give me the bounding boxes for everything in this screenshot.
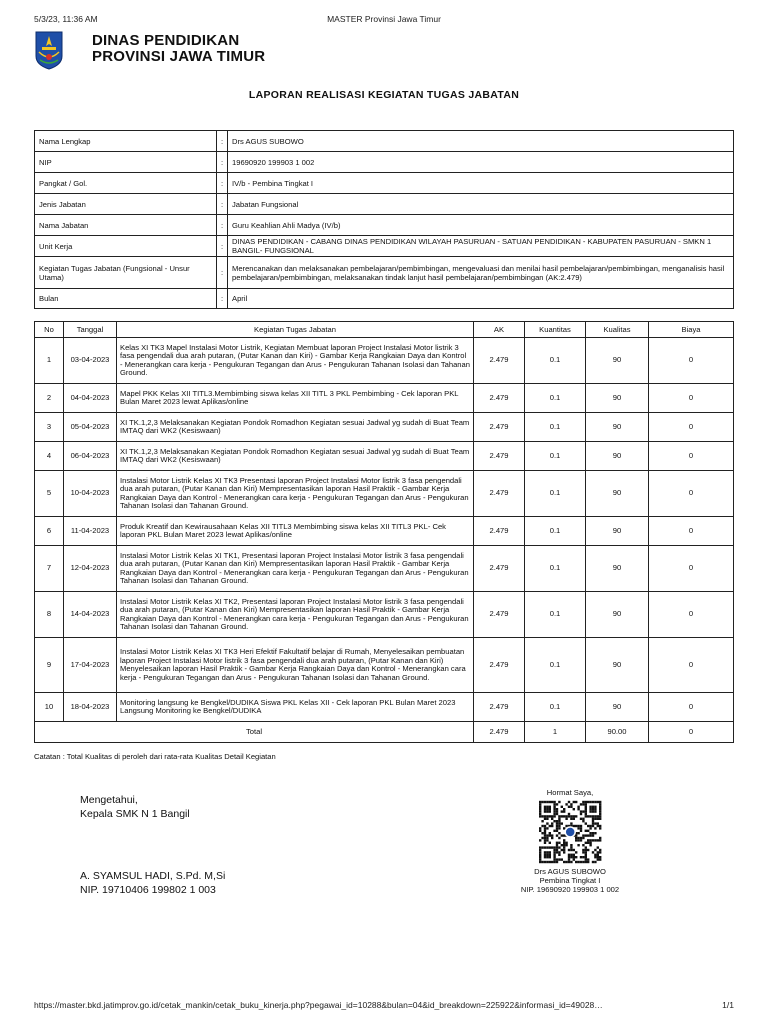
row-date: 05-04-2023 — [64, 413, 117, 442]
row-biaya: 0 — [649, 338, 734, 384]
table-row — [35, 517, 734, 546]
table-row — [35, 471, 734, 517]
row-no: 6 — [35, 517, 64, 546]
row-kuantitas: 0.1 — [525, 442, 586, 471]
row-kualitas: 90 — [586, 638, 649, 693]
info-colon: : — [217, 131, 228, 152]
row-date: 11-04-2023 — [64, 517, 117, 546]
row-date: 14-04-2023 — [64, 592, 117, 638]
row-biaya: 0 — [649, 517, 734, 546]
row-kuantitas: 0.1 — [525, 546, 586, 592]
table-row — [35, 546, 734, 592]
employee-name: Drs AGUS SUBOWO — [534, 867, 606, 876]
row-activity: XI TK.1,2,3 Melaksanakan Kegiatan Pondok Romadhon Kegiatan sesuai Jadwal yg sudah di Buat Team IMTAQ dari WK2 (Kesiswaan) — [117, 413, 474, 442]
row-kualitas: 90 — [586, 384, 649, 413]
print-page-title: MASTER Provinsi Jawa Timur — [327, 14, 441, 24]
headmaster-nip: NIP. 19710406 199802 1 003 — [80, 884, 216, 896]
info-value: Guru Keahlian Ahli Madya (IV/b) — [228, 215, 734, 236]
row-date: 12-04-2023 — [64, 546, 117, 592]
info-colon: : — [217, 152, 228, 173]
employee-info-table — [34, 130, 734, 309]
row-ak: 2.479 — [474, 592, 525, 638]
row-no: 5 — [35, 471, 64, 517]
row-biaya: 0 — [649, 693, 734, 722]
col-header-no: No — [35, 322, 64, 338]
row-biaya: 0 — [649, 592, 734, 638]
info-colon: : — [217, 257, 228, 289]
row-kuantitas: 0.1 — [525, 592, 586, 638]
row-ak: 2.479 — [474, 517, 525, 546]
row-ak: 2.479 — [474, 338, 525, 384]
row-kualitas: 90 — [586, 442, 649, 471]
total-kuantitas: 1 — [525, 722, 586, 743]
info-colon: : — [217, 289, 228, 309]
info-value: Jabatan Fungsional — [228, 194, 734, 215]
row-activity: Kelas XI TK3 Mapel Instalasi Motor Listrik, Kegiatan Membuat laporan Project Instalasi Motor listrik 3 fasa pengendali dua arah putaran, (Putar Kanan dan Kiri) - Gambar Kerja Rangkaian Daya dan Kontrol - Menerangkan cara kerja - Pengukuran Tegangan dan Arus - Pengukuran Tahanan Isolasi dan Tahanan Ground. — [117, 338, 474, 384]
row-biaya: 0 — [649, 546, 734, 592]
info-value: Merencanakan dan melaksanakan pembelajaran/pembimbingan, mengevaluasi dan menilai hasil pembelajaran/pembimbingan, menganalisis hasil pembelajaran/pembimbingan, melaksanakan tindak lanjut hasil pembelajaran/pembimbingan (AK:2.479) — [228, 257, 734, 289]
qr-code-icon — [531, 799, 609, 865]
row-biaya: 0 — [649, 471, 734, 517]
row-no: 8 — [35, 592, 64, 638]
table-row — [35, 693, 734, 722]
row-kualitas: 90 — [586, 592, 649, 638]
info-colon: : — [217, 194, 228, 215]
row-biaya: 0 — [649, 413, 734, 442]
total-ak: 2.479 — [474, 722, 525, 743]
table-row — [35, 638, 734, 693]
row-kuantitas: 0.1 — [525, 384, 586, 413]
row-no: 4 — [35, 442, 64, 471]
info-row — [35, 194, 734, 215]
row-biaya: 0 — [649, 638, 734, 693]
info-label: Unit Kerja — [35, 236, 217, 257]
east-java-emblem-icon — [34, 30, 64, 70]
info-row — [35, 215, 734, 236]
col-header-kualitas: Kualitas — [586, 322, 649, 338]
agency-line-2: PROVINSI JAWA TIMUR — [92, 48, 266, 65]
row-activity: Produk Kreatif dan Kewirausahaan Kelas XII TITL3 Membimbing siswa kelas XII TITL3 PKL- Cek laporan PKL Bulan Maret 2023 lewat Aplikas/online — [117, 517, 474, 546]
row-no: 7 — [35, 546, 64, 592]
row-kuantitas: 0.1 — [525, 413, 586, 442]
info-value: April — [228, 289, 734, 309]
row-activity: Mapel PKK Kelas XII TITL3.Membimbing siswa kelas XII TITL 3 PKL Pembimbing - Cek laporan PKL Bulan Maret 2023 lewat Aplikas/online — [117, 384, 474, 413]
info-row — [35, 289, 734, 309]
row-kualitas: 90 — [586, 338, 649, 384]
table-row — [35, 384, 734, 413]
row-ak: 2.479 — [474, 384, 525, 413]
row-date: 04-04-2023 — [64, 384, 117, 413]
row-kuantitas: 0.1 — [525, 338, 586, 384]
row-ak: 2.479 — [474, 471, 525, 517]
row-date: 18-04-2023 — [64, 693, 117, 722]
info-value: 19690920 199903 1 002 — [228, 152, 734, 173]
agency-line-1: DINAS PENDIDIKAN — [92, 32, 240, 49]
headmaster-signature-block — [80, 793, 226, 896]
info-row — [35, 236, 734, 257]
report-title: LAPORAN REALISASI KEGIATAN TUGAS JABATAN — [248, 89, 520, 101]
row-no: 2 — [35, 384, 64, 413]
activity-table — [34, 321, 734, 743]
row-kualitas: 90 — [586, 413, 649, 442]
info-colon: : — [217, 173, 228, 194]
row-ak: 2.479 — [474, 442, 525, 471]
row-date: 03-04-2023 — [64, 338, 117, 384]
row-no: 9 — [35, 638, 64, 693]
info-row — [35, 173, 734, 194]
footer-url: https://master.bkd.jatimprov.go.id/cetak_mankin/cetak_buku_kinerja.php?pegawai_id=10288&bulan=04&id_breakdown=225922&informasi_id=49028… — [34, 1000, 603, 1010]
row-activity: Instalasi Motor Listrik Kelas XI TK1, Presentasi laporan Project Instalasi Motor listrik 3 fasa pengendali dua arah putaran, (Putar Kanan dan Kiri) Mempresentasikan laporan Hasil Praktik - Gambar Kerja Rangkaian Daya dan Kontrol - Menerangkan cara kerja - Pengukuran Tegangan dan Arus - Pengukuran Tahanan Isolasi dan Tahanan Ground. — [117, 546, 474, 592]
row-activity: XI TK.1,2,3 Melaksanakan Kegiatan Pondok Romadhon Kegiatan sesuai Jadwal yg sudah di Buat Team IMTAQ dari WK2 (Kesiswaan) — [117, 442, 474, 471]
row-no: 10 — [35, 693, 64, 722]
table-note: Catatan : Total Kualitas di peroleh dari rata-rata Kualitas Detail Kegiatan — [34, 752, 276, 761]
info-row — [35, 257, 734, 289]
row-ak: 2.479 — [474, 693, 525, 722]
acknowledge-text: Mengetahui, — [80, 794, 138, 806]
row-kualitas: 90 — [586, 693, 649, 722]
row-activity: Instalasi Motor Listrik Kelas XI TK2, Presentasi laporan Project Instalasi Motor listrik 3 fasa pengendali dua arah putaran, (Putar Kanan dan Kiri) Mempresentasikan laporan Hasil Praktik - Gambar Kerja Rangkaian Daya dan Kontrol - Menerangkan cara kerja - Pengukuran Tegangan dan Arus - Pengukuran Tahanan Isolasi dan Tahanan Ground. — [117, 592, 474, 638]
info-colon: : — [217, 236, 228, 257]
col-header-tanggal: Tanggal — [64, 322, 117, 338]
row-ak: 2.479 — [474, 413, 525, 442]
row-ak: 2.479 — [474, 546, 525, 592]
table-row — [35, 413, 734, 442]
info-value: DINAS PENDIDIKAN - CABANG DINAS PENDIDIKAN WILAYAH PASURUAN - SATUAN PENDIDIKAN - KABUPATEN PASURUAN - SMKN 1 BANGIL- FUNGSIONAL — [228, 236, 734, 257]
total-biaya: 0 — [649, 722, 734, 743]
row-no: 3 — [35, 413, 64, 442]
print-footer — [34, 1000, 734, 1010]
agency-name — [92, 33, 265, 65]
row-kuantitas: 0.1 — [525, 638, 586, 693]
info-label: Kegiatan Tugas Jabatan (Fungsional - Unsur Utama) — [35, 257, 217, 289]
greeting-text: Hormat Saya, — [546, 788, 594, 797]
info-value: IV/b - Pembina Tingkat I — [228, 173, 734, 194]
info-label: Nama Lengkap — [35, 131, 217, 152]
table-row — [35, 338, 734, 384]
employee-nip: NIP. 19690920 199903 1 002 — [520, 885, 620, 894]
row-biaya: 0 — [649, 384, 734, 413]
table-row — [35, 592, 734, 638]
info-row — [35, 152, 734, 173]
print-timestamp: 5/3/23, 11:36 AM — [34, 14, 98, 24]
row-date: 10-04-2023 — [64, 471, 117, 517]
employee-rank: Pembina Tingkat I — [539, 876, 601, 885]
row-kualitas: 90 — [586, 517, 649, 546]
total-label: Total — [35, 722, 474, 743]
row-kuantitas: 0.1 — [525, 517, 586, 546]
row-kuantitas: 0.1 — [525, 471, 586, 517]
footer-page-number: 1/1 — [722, 1000, 734, 1010]
activity-table-header — [35, 322, 734, 338]
row-activity: Monitoring langsung ke Bengkel/DUDIKA Siswa PKL Kelas XII - Cek laporan PKL Bulan Maret 2023 Langsung Monitoring ke Bengkel/DUDIKA — [117, 693, 474, 722]
total-row — [35, 722, 734, 743]
row-date: 06-04-2023 — [64, 442, 117, 471]
col-header-kuantitas: Kuantitas — [525, 322, 586, 338]
table-row — [35, 442, 734, 471]
info-label: NIP — [35, 152, 217, 173]
row-ak: 2.479 — [474, 638, 525, 693]
row-date: 17-04-2023 — [64, 638, 117, 693]
col-header-biaya: Biaya — [649, 322, 734, 338]
row-kualitas: 90 — [586, 546, 649, 592]
row-biaya: 0 — [649, 442, 734, 471]
info-colon: : — [217, 215, 228, 236]
headmaster-name: A. SYAMSUL HADI, S.Pd. M,Si — [80, 870, 226, 882]
info-label: Bulan — [35, 289, 217, 309]
row-activity: Instalasi Motor Listrik Kelas XI TK3 Heri Efektif Fakultatif belajar di Rumah, Menyelesaikan pembuatan laporan Project Instalasi Motor listrik 3 fasa pengendali dua arah putaran, (Putar Kanan dan Kiri) Menyelesaikan laporan Hasil Praktik - Gambar Kerja Rangkaian Daya dan Kontrol - Menerangkan cara kerja - Pengukuran Tegangan dan Arus - Pengukuran Tahanan Isolasi dan Tahanan Ground. — [117, 638, 474, 693]
row-kuantitas: 0.1 — [525, 693, 586, 722]
row-no: 1 — [35, 338, 64, 384]
info-label: Pangkat / Gol. — [35, 173, 217, 194]
employee-signature-block — [500, 788, 640, 894]
col-header-ak: AK — [474, 322, 525, 338]
info-label: Nama Jabatan — [35, 215, 217, 236]
row-activity: Instalasi Motor Listrik Kelas XI TK3 Presentasi laporan Project Instalasi Motor listrik 3 fasa pengendali dua arah putaran, (Putar Kanan dan Kiri) Mempresentasikan laporan Hasil Praktik - Gambar Kerja Rangkaian Daya dan Kontrol - Menerangkan cara kerja - Pengukuran Tegangan dan Arus - Pengukuran Tahanan Isolasi dan Tahanan Ground. — [117, 471, 474, 517]
col-header-kegiatan: Kegiatan Tugas Jabatan — [117, 322, 474, 338]
info-value: Drs AGUS SUBOWO — [228, 131, 734, 152]
headmaster-title: Kepala SMK N 1 Bangil — [80, 808, 190, 820]
info-label: Jenis Jabatan — [35, 194, 217, 215]
info-row — [35, 131, 734, 152]
row-kualitas: 90 — [586, 471, 649, 517]
total-kualitas: 90.00 — [586, 722, 649, 743]
print-header — [0, 0, 768, 22]
